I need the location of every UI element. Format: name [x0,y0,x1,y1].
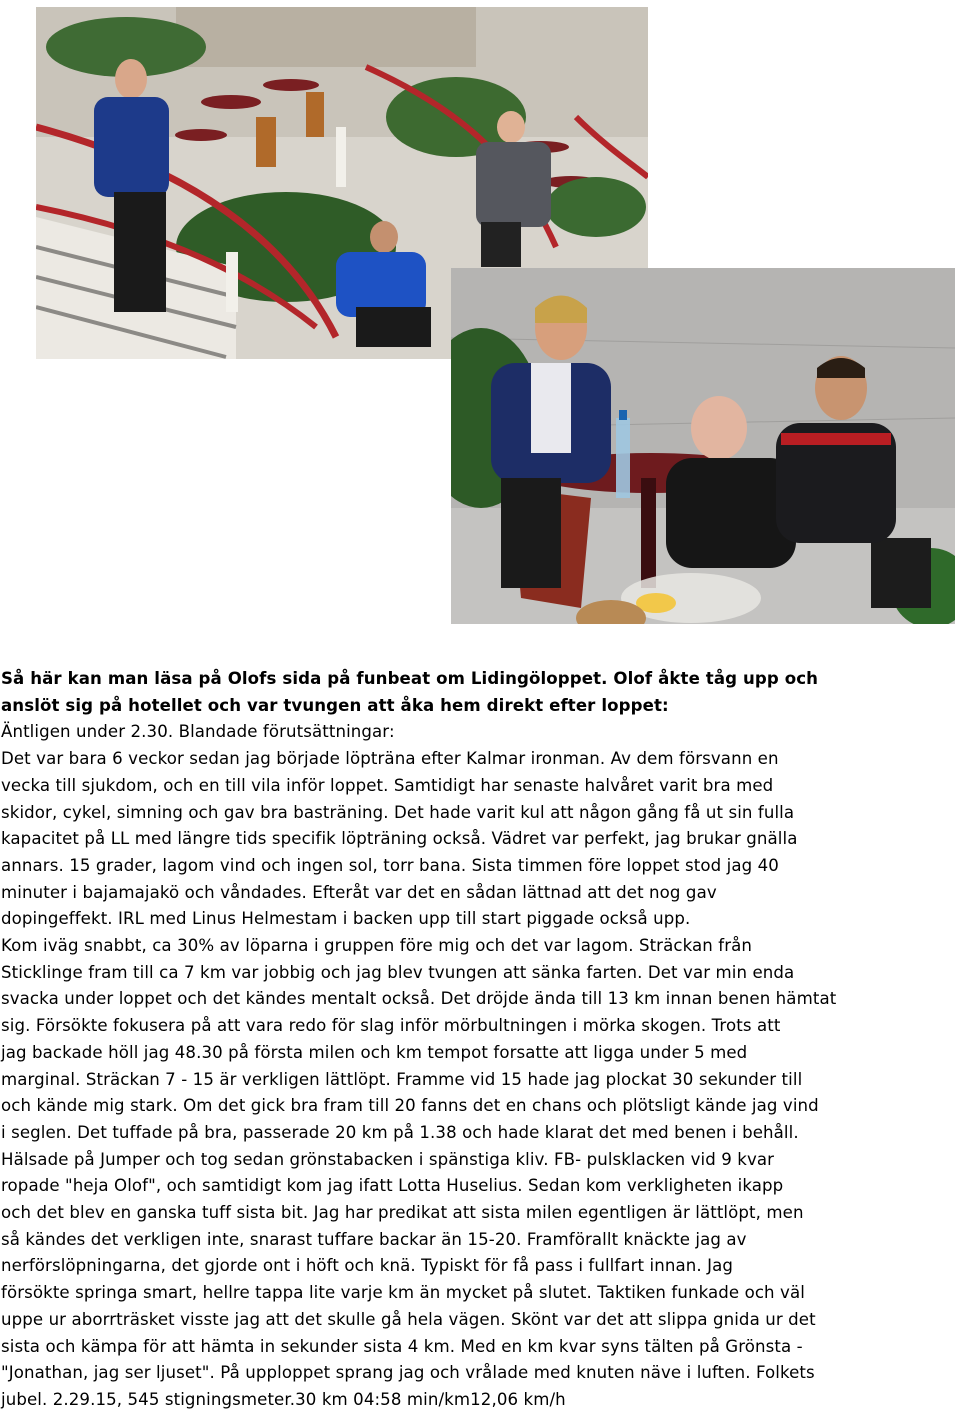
cafe-table-photo [451,268,955,624]
article-line: nerförslöpningarna, det gjorde ont i höft och knä. Typiskt för få pass i fullfart innan. Jag [1,1256,733,1276]
article-line: jag backade höll jag 48.30 på första milen och km tempot forsatte att ligga under 5 med [1,1042,748,1062]
intro-line: anslöt sig på hotellet och var tvungen att åka hem direkt efter loppet: [1,695,669,715]
article-line: minuter i bajamajakö och våndades. Efteråt var det en sådan lättnad att det nog gav [1,882,717,902]
article-line: Det var bara 6 veckor sedan jag började löpträna efter Kalmar ironman. Av dem försvann en [1,749,779,769]
article-line: annars. 15 grader, lagom vind och ingen sol, torr bana. Sista timmen före loppet stod jag 40 [1,855,779,875]
article-line: Äntligen under 2.30. Blandade förutsättningar: [1,722,395,742]
article-line: och kände mig stark. Om det gick bra fram till 20 fanns det en chans och plötsligt kände jag vind [1,1096,819,1116]
intro-line: Så här kan man läsa på Olofs sida på funbeat om Lidingöloppet. Olof åkte tåg upp och [1,669,819,688]
article-line: i seglen. Det tuffade på bra, passerade 20 km på 1.38 och hade klarat det med benen i behåll. [1,1122,799,1142]
article-line: så kändes det verkligen inte, snarast tuffare backar än 15-20. Framförallt knäckte jag av [1,1229,747,1249]
article-line: dopingeffekt. IRL med Linus Helmestam i backen upp till start piggade också upp. [1,909,691,929]
article-text [1,666,957,1414]
article-line: jubel. 2.29.15, 545 stigningsmeter.30 km 04:58 min/km12,06 km/h [1,1389,566,1409]
article-line: sig. Försökte fokusera på att vara redo för slag inför mörbultningen i mörka skogen. Trots att [1,1016,781,1036]
article-line: Kom iväg snabbt, ca 30% av löparna i gruppen före mig och det var lagom. Sträckan från [1,936,753,956]
article-line: Sticklinge fram till ca 7 km var jobbig och jag blev tvungen att sänka farten. Det var min enda [1,962,795,982]
article-line: och det blev en ganska tuff sista bit. Jag har predikat att sista milen egentligen är lättlöpt, men [1,1203,804,1223]
article-line: "Jonathan, jag ser ljuset". På upploppet sprang jag och vrålade med knuten näve i luften. Folkets [1,1363,815,1383]
article-line: försökte springa smart, hellre tappa lite varje km än mycket på slutet. Taktiken funkade och väl [1,1283,805,1303]
article-line: marginal. Sträckan 7 - 15 är verkligen lättlöpt. Framme vid 15 hade jag plockat 30 sekunder till [1,1069,803,1089]
article-line: uppe ur aborrträsket visste jag att det skulle gå hela vägen. Skönt var det att slippa gnida ur det [1,1309,816,1329]
article-line: skidor, cykel, simning och gav bra basträning. Det hade varit kul att någon gång få ut sin fulla [1,802,795,822]
article-line: ropade "heja Olof", och samtidigt kom jag ifatt Lotta Huselius. Sedan kom verkligheten ikapp [1,1176,784,1196]
article-line: kapacitet på LL med längre tids specifik löpträning också. Vädret var perfekt, jag brukar gnälla [1,829,798,849]
article-line: svacka under loppet och det kändes mentalt också. Det dröjde ända till 13 km innan benen hämtat [1,989,837,1009]
article-line: Hälsade på Jumper och tog sedan grönstabacken i spänstiga kliv. FB- pulsklacken vid 9 kvar [1,1149,775,1169]
article-line: sista och kämpa för att hämta in sekunder sista 4 km. Med en km kvar syns tälten på Grönsta - [1,1336,803,1356]
article-line: vecka till sjukdom, och en till vila inför loppet. Samtidigt har senaste halvåret varit bra med [1,775,774,795]
